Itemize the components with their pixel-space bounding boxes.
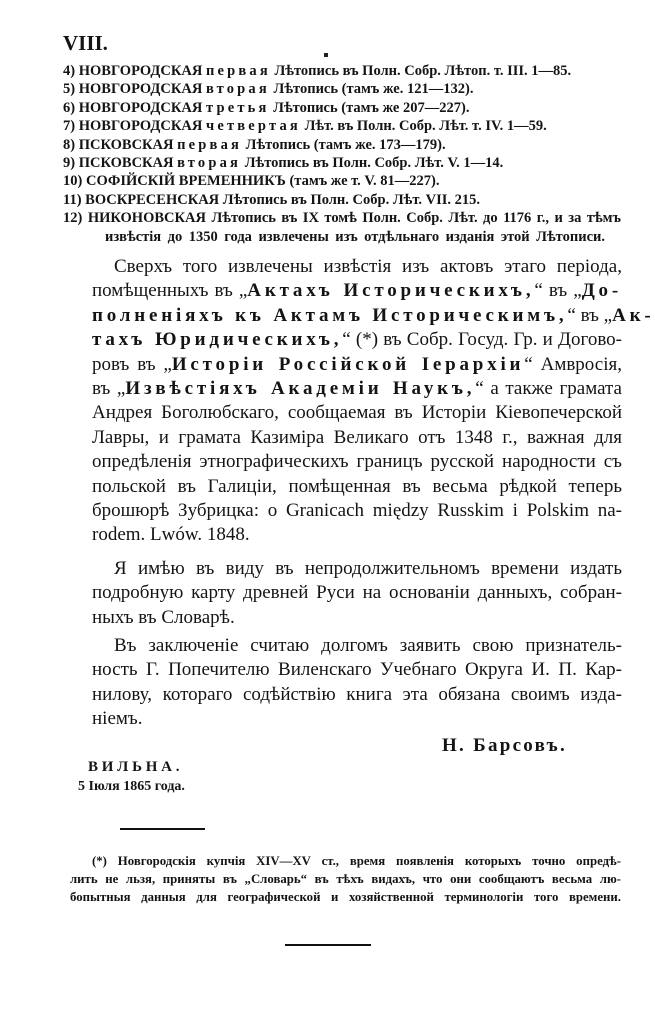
text-line: [92, 634, 622, 658]
item-text: Лѣтопись въ Полн. Собр. Лѣт. VII. 215.: [222, 191, 480, 208]
source-item: [63, 117, 621, 135]
text-run: ность Г. Попечителю Виленскаго Учебнаго Округа И. П. Кар-: [92, 659, 622, 681]
source-item: [63, 80, 621, 98]
text-run: Лавры, и грамата Казиміра Великаго отъ 1348 г., важная для: [92, 426, 622, 448]
author-signature: Н. Барсовъ.: [442, 735, 568, 756]
source-item: [63, 62, 621, 80]
source-item: [63, 136, 621, 154]
source-item-continuation: извѣстія до 1350 года извлечены изъ отдѣльнаго изданія этой Лѣтописи.: [105, 228, 605, 245]
text-run: “ Амвросія,: [524, 353, 622, 375]
text-run: rodem. Lwów. 1848.: [92, 524, 250, 546]
paragraph-extracts: [92, 255, 655, 548]
emphasized-title: тахъ Юридическихъ,: [92, 329, 343, 351]
item-text: вторая: [205, 81, 270, 98]
text-run: Андрея Боголюбскаго, сообщаемая въ Исторіи Кіевопечерской: [92, 402, 622, 424]
paragraph-gratitude: [92, 634, 622, 732]
item-number: 4): [63, 63, 79, 79]
text-run: подробную карту древней Руси на основаніи данныхъ, собран-: [92, 582, 622, 604]
text-line: [92, 304, 655, 328]
text-run: ныхъ въ Словарѣ.: [92, 606, 235, 628]
chronicle-sources-list: [63, 62, 621, 246]
item-number: 10): [63, 173, 86, 190]
item-text: Лѣтопись въ Полн. Собр. Лѣт. V. 1—14.: [241, 155, 504, 172]
footnote-line: лить не льзя, приняты въ „Словарь“ въ тѣхъ видахъ, что они сообщаютъ весьма лю-: [70, 872, 621, 886]
text-run: нилову, котораго содѣйствію книга эта обязана своимъ изда-: [92, 683, 622, 705]
chronicle-name: НОВГОРОДСКАЯ: [78, 63, 206, 79]
text-line: [92, 523, 622, 547]
text-line: [92, 328, 622, 352]
chronicle-name: НОВГОРОДСКАЯ: [78, 99, 206, 116]
item-number: 5): [63, 81, 79, 98]
text-run: Въ заключеніе считаю долгомъ заявить свою признатель-: [114, 635, 622, 656]
source-item: [63, 172, 621, 190]
chronicle-name: ВОСКРЕСЕНСКАЯ: [85, 191, 223, 208]
emphasized-title: До-: [581, 280, 622, 302]
emphasized-title: Исторіи Россійской Іерархіи: [171, 353, 525, 375]
footnote-line: бопытныя данныя для географической и хозяйственной терминологіи того времени.: [70, 890, 621, 904]
item-text: Лѣтопись въ Полн. Собр. Лѣтоп. т. III. 1—85.: [270, 63, 572, 79]
text-line: [92, 401, 622, 425]
item-number: 7): [63, 118, 79, 135]
source-item: [63, 191, 621, 209]
text-run: Сверхъ того извлечены извѣстія изъ актовъ этаго періода,: [114, 256, 622, 277]
emphasized-title: полненіяхъ къ Актамъ Историческимъ,: [92, 304, 568, 326]
text-line: [92, 707, 622, 731]
item-number: 12): [63, 210, 88, 227]
chronicle-name: НОВГОРОДСКАЯ: [78, 81, 206, 98]
item-number: 11): [63, 191, 86, 208]
chronicle-name: НИКОНОВСКАЯ: [87, 210, 212, 227]
item-text: первая: [177, 136, 243, 153]
text-run: “ въ „: [567, 304, 613, 326]
item-number: 6): [63, 99, 79, 116]
place: ВИЛЬНА.: [88, 759, 184, 775]
text-line: [92, 377, 622, 401]
item-text: Лѣт. въ Полн. Собр. Лѣт. т. IV. 1—59.: [300, 118, 547, 135]
text-line: [92, 450, 622, 474]
item-text: (тамъ же т. V. 81—227).: [289, 173, 440, 190]
date: 5 Іюля 1865 года.: [78, 779, 185, 794]
text-run: опредѣленія этнографическихъ границъ русской народности съ: [92, 451, 622, 473]
text-line: [92, 475, 622, 499]
text-line: [92, 255, 622, 279]
text-run: “ а также грамата: [475, 378, 622, 400]
source-item: [63, 154, 621, 172]
text-run: ровъ въ „: [92, 353, 172, 375]
text-run: ніемъ.: [92, 708, 143, 730]
text-run: “ въ „: [534, 280, 582, 302]
item-text: Лѣтопись (тамъ же 207—227).: [269, 99, 470, 116]
text-run: Я имѣю въ виду въ непродолжительномъ времени издать: [114, 558, 622, 579]
footnote-line: (*) Новгородскія купчія XIV—XV ст., время появленія которыхъ точно опредѣ-: [92, 854, 621, 868]
text-line: [92, 557, 622, 581]
print-mark: [324, 53, 328, 57]
item-number: 9): [63, 155, 79, 172]
item-text: первая: [205, 63, 271, 79]
paragraph-map: [92, 557, 622, 630]
footnote-divider: [120, 828, 205, 830]
text-line: [92, 353, 622, 377]
footnote-row: [70, 888, 621, 906]
item-text: четвертая: [205, 118, 301, 135]
text-line: [92, 683, 622, 707]
item-text: вторая: [177, 155, 242, 172]
source-item: [63, 99, 621, 117]
emphasized-title: Извѣстіяхъ Академіи Наукъ,: [125, 378, 476, 400]
chronicle-name: СОФІЙСКІЙ ВРЕМЕННИКЪ: [85, 173, 290, 190]
text-line: [92, 658, 622, 682]
end-rule: [285, 944, 371, 946]
item-text: Лѣтопись (тамъ же. 121—132).: [269, 81, 474, 98]
footnote: [70, 852, 621, 906]
text-run: “ (*) въ Собр. Госуд. Гр. и Догово-: [342, 329, 622, 351]
page-number: VIII.: [63, 31, 108, 55]
text-run: брошюрѣ Зубрицка: о Granicach między Russkim i Polskim na-: [92, 500, 622, 522]
item-number: 8): [63, 136, 79, 153]
chronicle-name: НОВГОРОДСКАЯ: [78, 118, 206, 135]
item-text: Лѣтопись (тамъ же. 173—179).: [242, 136, 446, 153]
text-run: въ „: [92, 378, 126, 400]
text-line: [92, 426, 622, 450]
footnote-row: [70, 852, 621, 870]
text-line: [92, 279, 622, 303]
footnote-row: [70, 870, 621, 888]
item-text: третья: [205, 99, 270, 116]
text-line: [92, 581, 622, 605]
emphasized-title: Ак-: [612, 304, 655, 326]
item-text: Лѣтопись въ IX томѣ Полн. Собр. Лѣт. до 1176 г., и за тѣмъ: [211, 210, 621, 227]
text-run: помѣщенныхъ въ „: [92, 280, 248, 302]
emphasized-title: Актахъ Историческихъ,: [247, 280, 535, 302]
text-line: [92, 499, 622, 523]
text-line: [92, 606, 622, 630]
chronicle-name: ПСКОВСКАЯ: [78, 155, 178, 172]
source-item: [63, 209, 621, 227]
chronicle-name: ПСКОВСКАЯ: [78, 136, 178, 153]
text-run: польской въ Галиціи, помѣщенная въ весьма рѣдкой теперь: [92, 475, 622, 497]
